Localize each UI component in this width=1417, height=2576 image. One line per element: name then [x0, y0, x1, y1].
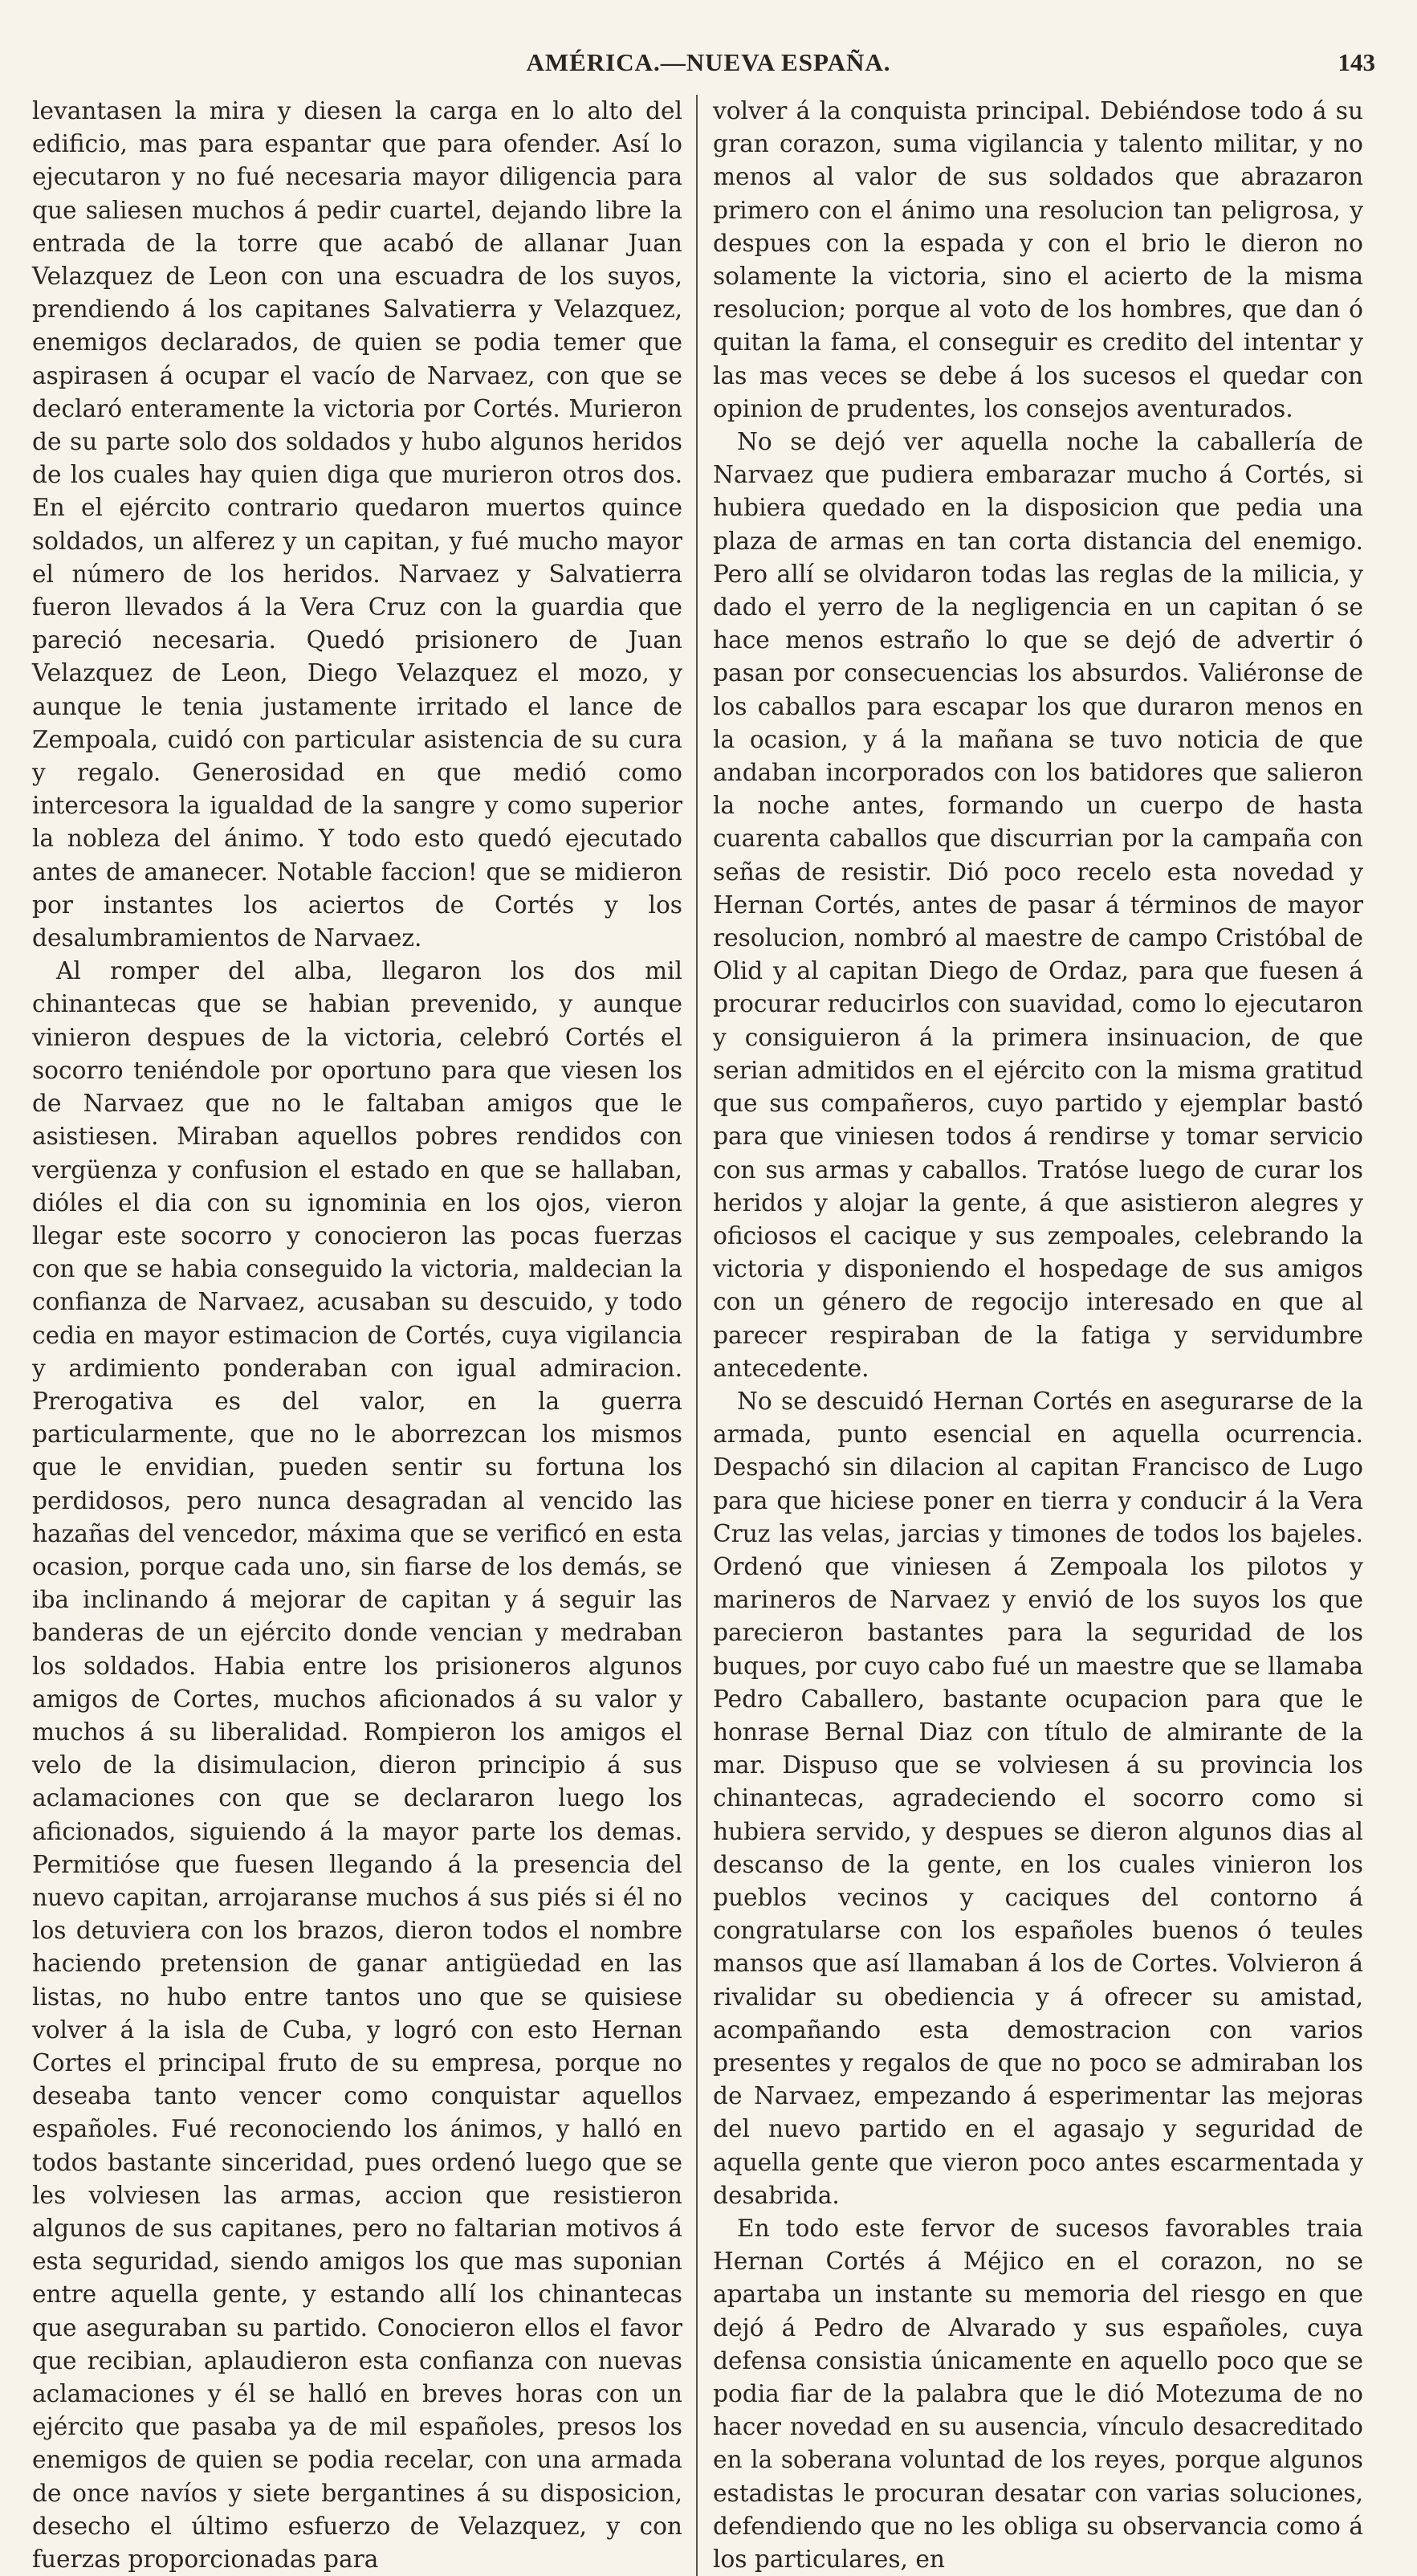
- paragraph: volver á la conquista principal. Debiéndose todo á su gran corazon, suma vigilancia y talento militar, y no menos al valor de sus soldados que abrazaron primero con el ánimo una resolucion tan peligrosa, y despues con la espada y con el brio le dieron no solamente la victoria, sino el acierto de la misma resolucion; porque al voto de los hombres, que dan ó quitan la fama, el conseguir es credito del intentar y las mas veces se debe á los sucesos el quedar con opinion de prudentes, los consejos aventurados.: [713, 97, 1363, 422]
- left-column: [32, 95, 682, 2576]
- paragraph: No se descuidó Hernan Cortés en asegurarse de la armada, punto esencial en aquella ocurrencia. Despachó sin dilacion al capitan Francisco de Lugo para que hiciese poner en tierra y conducir á la Vera Cruz las velas, jarcias y timones de todos los bajeles. Ordenó que viniesen á Zempoala los pilotos y marineros de Narvaez y envió de los suyos los que parecieron bastantes para la seguridad de los buques, por cuyo cabo fué un maestre que se llamaba Pedro Caballero, bastante ocupacion para que le honrase Bernal Diaz con título de almirante de la mar. Dispuso que se volviesen á su provincia los chinantecas, agradeciendo el socorro como si hubiera servido, y despues se dieron algunos dias al descanso de la gente, en los cuales vinieron los pueblos vecinos y caciques del contorno á congratularse con los españoles buenos ó teules mansos que así llamaban á los de Cortes. Volvieron á rivalidar su obediencia y á ofrecer su amistad, acompañando esta demostracion con varios presentes y regalos de que no poco se admiraban los de Narvaez, empezando á esperimentar las mejoras del nuevo partido en el agasajo y seguridad de aquella gente que vieron poco antes escarmentada y desabrida.: [713, 1387, 1363, 2209]
- header-title: AMÉRICA.—NUEVA ESPAÑA.: [526, 48, 891, 76]
- text-columns: [32, 95, 1385, 2576]
- right-column: [713, 95, 1363, 2576]
- running-header: [32, 48, 1385, 95]
- paragraph: levantasen la mira y diesen la carga en lo alto del edificio, mas para espantar que para ofender. Así lo ejecutaron y no fué necesaria mayor diligencia para que saliesen muchos á pedir cuartel, dejando libre la entrada de la torre que acabó de allanar Juan Velazquez de Leon con una escuadra de los suyos, prendiendo á los capitanes Salvatierra y Velazquez, enemigos declarados, de quien se podia temer que aspirasen á ocupar el vacío de Narvaez, con que se declaró enteramente la victoria por Cortés. Murieron de su parte solo dos soldados y hubo algunos heridos de los cuales hay quien diga que murieron otros dos. En el ejército contrario quedaron muertos quince soldados, un alferez y un capitan, y fué mucho mayor el número de los heridos. Narvaez y Salvatierra fueron llevados á la Vera Cruz con la guardia que pareció necesaria. Quedó prisionero de Juan Velazquez de Leon, Diego Velazquez el mozo, y aunque le tenia justamente irritado el lance de Zempoala, cuidó con particular asistencia de su cura y regalo. Generosidad en que medió como intercesora la igualdad de la sangre y como superior la nobleza del ánimo. Y todo esto quedó ejecutado antes de amanecer. Notable faccion! que se midieron por instantes los aciertos de Cortés y los desalumbramientos de Narvaez.: [32, 97, 682, 952]
- paragraph: Al romper del alba, llegaron los dos mil chinantecas que se habian prevenido, y aunque vinieron despues de la victoria, celebró Cortés el socorro teniéndole por oportuno para que viesen los de Narvaez que no le faltaban amigos que le asistiesen. Miraban aquellos pobres rendidos con vergüenza y confusion el estado en que se hallaban, dióles el dia con su ignominia en los ojos, vieron llegar este socorro y conocieron las pocas fuerzas con que se habia conseguido la victoria, maldecian la confianza de Narvaez, acusaban su descuido, y todo cedia en mayor estimacion de Cortés, cuya vigilancia y ardimiento ponderaban con igual admiracion. Prerogativa es del valor, en la guerra particularmente, que no le aborrezcan los mismos que le envidian, pueden sentir su fortuna los perdidosos, pero nunca desagradan al vencido las hazañas del vencedor, máxima que se verificó en esta ocasion, porque cada uno, sin fiarse de los demás, se iba inclinando á mejorar de capitan y á seguir las banderas de un ejército donde vencian y medraban los soldados. Habia entre los prisioneros algunos amigos de Cortes, muchos aficionados á su valor y muchos á su liberalidad. Rompieron los amigos el velo de la disimulacion, dieron principio á sus aclamaciones con que se declararon luego los aficionados, siguiendo á la mayor parte los demas. Permitióse que fuesen llegando á la presencia del nuevo capitan, arrojaranse muchos á sus piés si él no los detuviera con los brazos, dieron todos el nombre haciendo pretension de ganar antigüedad en las listas, no hubo entre tantos uno que se quisiese volver á la isla de Cuba, y logró con esto Hernan Cortes el principal fruto de su empresa, porque no deseaba tanto vencer como conquistar aquellos españoles. Fué reconociendo los ánimos, y halló en todos bastante sinceridad, pues ordenó luego que se les volviesen las armas, accion que resistieron algunos de sus capitanes, pero no faltarian motivos á esta seguridad, siendo amigos los que mas suponian entre aquella gente, y estando allí los chinantecas que aseguraban su partido. Conocieron ellos el favor que recibian, aplaudieron esta confianza con nuevas aclamaciones y él se halló en breves horas con un ejército que pasaba ya de mil españoles, presos los enemigos de quien se podia recelar, con una armada de once navíos y siete bergantines á su disposicion, desecho el último esfuerzo de Velazquez, y con fuerzas proporcionadas para: [32, 957, 682, 2574]
- page-number: 143: [1338, 48, 1375, 76]
- paragraph: En todo este fervor de sucesos favorables traia Hernan Cortés á Méjico en el corazon, no se apartaba un instante su memoria del riesgo en que dejó á Pedro de Alvarado y sus españoles, cuya defensa consistia únicamente en aquello poco que se podia fiar de la palabra que le dió Motezuma de no hacer novedad en su ausencia, vínculo desacreditado en la soberana voluntad de los reyes, porque algunos estadistas le procuran desatar con varias soluciones, defendiendo que no les obliga su observancia como á los particulares, en: [713, 2215, 1363, 2574]
- column-divider: [696, 95, 698, 2576]
- paragraph: No se dejó ver aquella noche la caballería de Narvaez que pudiera embarazar mucho á Cortés, si hubiera quedado en la disposicion que pedia una plaza de armas en tan corta distancia del enemigo. Pero allí se olvidaron todas las reglas de la milicia, y dado el yerro de la negligencia en un capitan ó se hace menos estraño lo que se dejó de advertir ó pasan por consecuencias los absurdos. Valiéronse de los caballos para escapar los que duraron menos en la ocasion, y á la mañana se tuvo noticia de que andaban incorporados con los batidores que salieron la noche antes, formando un cuerpo de hasta cuarenta caballos que discurrian por la campaña con señas de resistir. Dió poco recelo esta novedad y Hernan Cortés, antes de pasar á términos de mayor resolucion, nombró al maestre de campo Cristóbal de Olid y al capitan Diego de Ordaz, para que fuesen á procurar reducirlos con suavidad, como lo ejecutaron y consiguieron á la primera insinuacion, de que serian admitidos en el ejército con la misma gratitud que sus compañeros, cuyo partido y ejemplar bastó para que viniesen todos á rendirse y tomar servicio con sus armas y caballos. Tratóse luego de curar los heridos y alojar la gente, á que asistieron alegres y oficiosos el cacique y sus zempoales, celebrando la victoria y disponiendo el hospedage de sus amigos con un género de regocijo interesado en que al parecer respiraban de la fatiga y servidumbre antecedente.: [713, 428, 1363, 1382]
